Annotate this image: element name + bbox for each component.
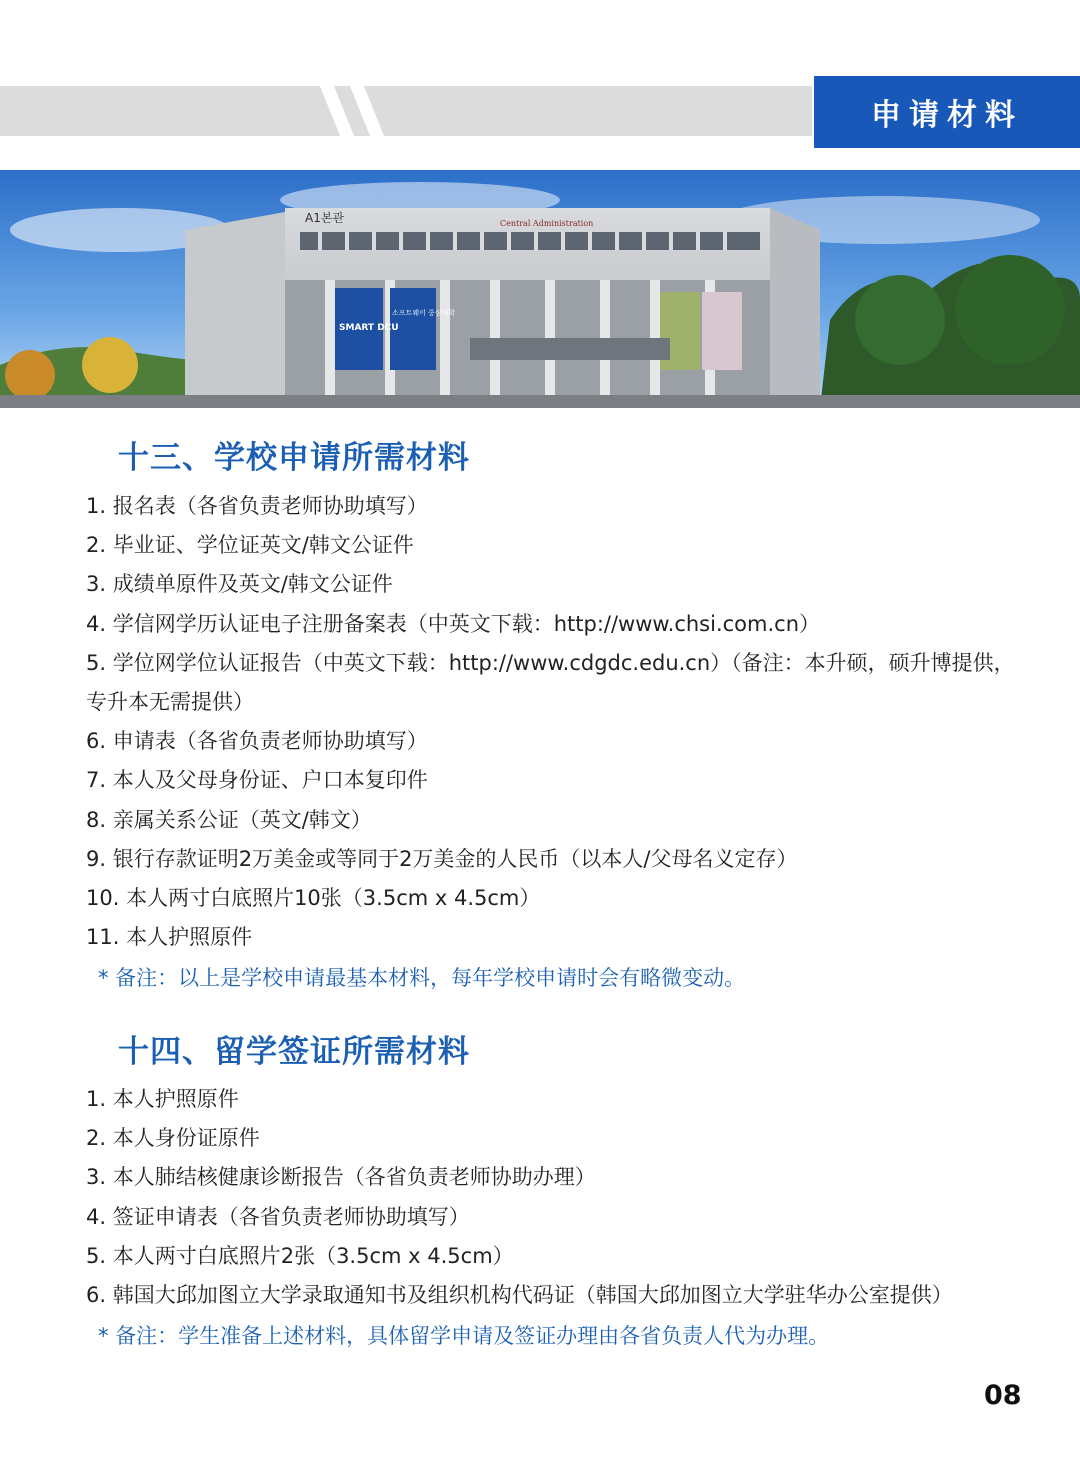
svg-text:소프트웨이 중심대학 [392,308,455,317]
page-title: 申请材料 [871,98,1023,133]
school-materials-note: * 备注：以上是学校申请最基本材料，每年学校申请时会有略微变动。 [98,966,746,990]
visa-materials-note: * 备注：学生准备上述材料，具体留学申请及签证办理由各省负责人代为办理。 [98,1324,830,1348]
list-item: 1. 报名表（各省负责老师协助填写） [86,494,428,518]
list-item: 5. 学位网学位认证报告（中英文下载：http://www.cdgdc.edu.cn）（备注：本升硕，硕升博提供，专升本无需提供） [86,650,1015,715]
svg-text:Central Administration [500,219,593,228]
svg-text:A1본관 [305,210,344,225]
campus-photo [0,170,1080,408]
list-item: 4. 签证申请表（各省负责老师协助填写） [86,1204,470,1229]
list-item: 6. 韩国大邱加图立大学录取通知书及组织机构代码证（韩国大邱加图立大学驻华办公室提供） [86,1283,953,1308]
banner-right-text: 소프트웨이 중심대학 [392,309,456,317]
list-item: 3. 本人肺结核健康诊断报告（各省负责老师协助办理） [86,1165,596,1190]
banner-left-text: SMART DCU [339,323,399,333]
list-item: 11. 本人护照原件 [86,925,253,950]
list-item: 2. 毕业证、学位证英文/韩文公证件 [86,533,414,558]
section-heading-visa-materials: 十四、留学签证所需材料 [118,1034,470,1070]
building-sign: A1본관 [305,211,345,225]
list-item: 1. 本人护照原件 [86,1087,239,1111]
svg-text:SMART DCU [339,323,399,333]
school-materials-list [86,487,1026,957]
list-item: 7. 本人及父母身份证、户口本复印件 [86,768,428,793]
list-item: 3. 成绩单原件及英文/韩文公证件 [86,572,393,597]
list-item: 8. 亲属关系公证（英文/韩文） [86,807,372,832]
list-item: 5. 本人两寸白底照片2张（3.5cm x 4.5cm） [86,1243,514,1268]
header-title-box [814,76,1080,148]
list-item: 4. 学信网学历认证电子注册备案表（中英文下载：http://www.chsi.com.cn） [86,611,821,636]
admin-sign: Central Administration [500,219,594,228]
list-item: 10. 本人两寸白底照片10张（3.5cm x 4.5cm） [86,886,541,911]
list-item: 9. 银行存款证明2万美金或等同于2万美金的人民币（以本人/父母名义定存） [86,846,798,871]
section-heading-school-materials: 十三、学校申请所需材料 [118,440,470,476]
list-item: 6. 申请表（各省负责老师协助填写） [86,729,428,754]
header-band [0,86,812,136]
page-number: 08 [984,1380,1022,1411]
list-item: 2. 本人身份证原件 [86,1126,260,1151]
visa-materials-list [86,1080,1026,1315]
